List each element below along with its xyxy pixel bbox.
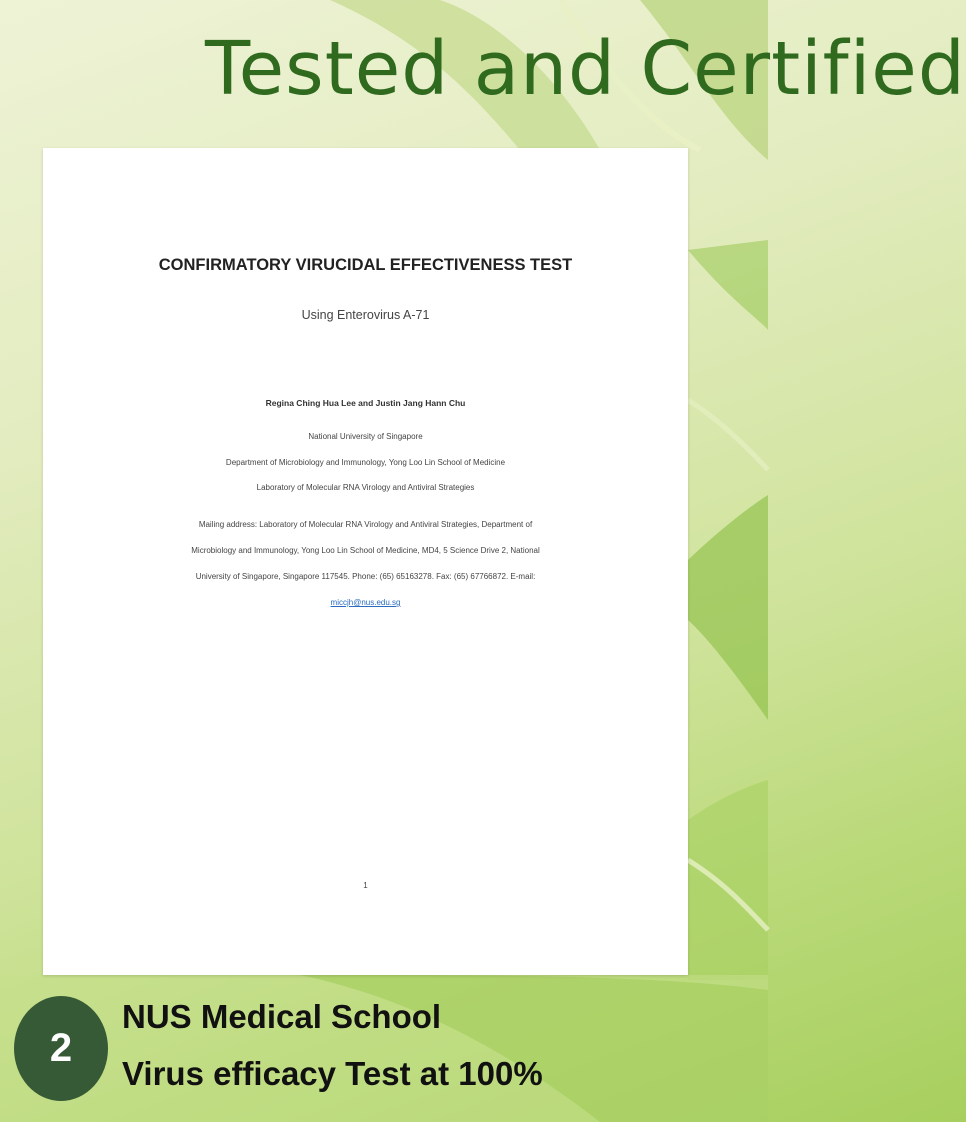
affiliation-line: Laboratory of Molecular RNA Virology and Antiviral Strategies	[256, 483, 475, 492]
caption-line-2: Virus efficacy Test at 100%	[122, 1055, 543, 1092]
mailing-address-line: University of Singapore, Singapore 117545. Phone: (65) 65163278. Fax: (65) 67766872. E-mail:	[195, 572, 536, 581]
affiliation-line: National University of Singapore	[308, 432, 423, 441]
step-number-badge: 2	[14, 996, 108, 1101]
certificate-document	[43, 148, 688, 975]
mailing-address-line: Mailing address: Laboratory of Molecular RNA Virology and Antiviral Strategies, Department of	[198, 520, 533, 529]
page-number: 1	[363, 881, 368, 890]
document-authors: Regina Ching Hua Lee and Justin Jang Hann Chu	[265, 398, 466, 408]
mailing-address-line: Microbiology and Immunology, Yong Loo Lin School of Medicine, MD4, 5 Science Drive 2, National	[191, 546, 540, 555]
affiliation-line: Department of Microbiology and Immunology, Yong Loo Lin School of Medicine	[225, 458, 506, 467]
email-link[interactable]: miccjh@nus.edu.sg	[330, 598, 401, 607]
document-title: CONFIRMATORY VIRUCIDAL EFFECTIVENESS TEST	[158, 256, 573, 274]
caption-line-1: NUS Medical School	[122, 998, 442, 1035]
page-title: Tested and Certified	[205, 26, 966, 112]
document-subtitle: Using Enterovirus A-71	[301, 308, 430, 322]
